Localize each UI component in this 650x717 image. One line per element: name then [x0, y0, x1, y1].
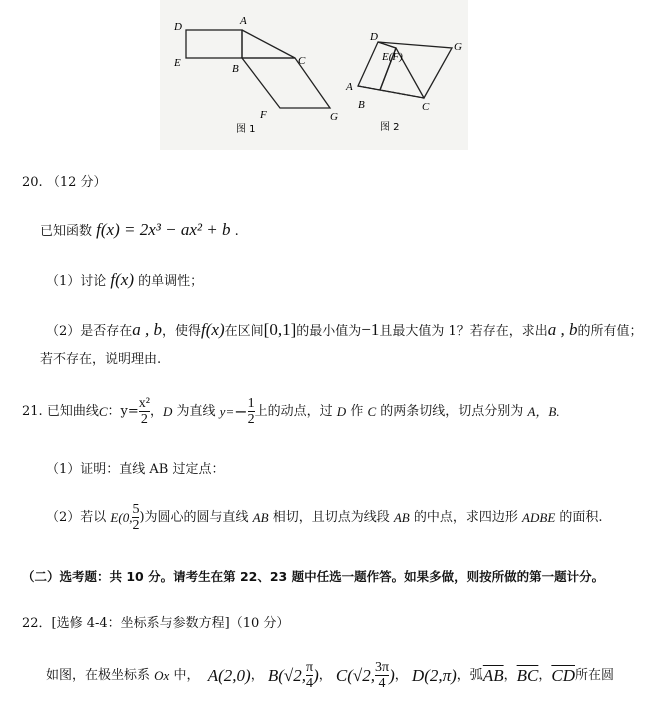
q20-function: f(x) = 2x³ − ax² + b [96, 220, 231, 239]
q21-part2-a: （2）若以 [46, 509, 107, 525]
q20-part1-pre: （1）讨论 [46, 274, 107, 289]
q20-number: 20. [22, 175, 43, 190]
q20-part2-fx: f(x) [201, 320, 225, 339]
figure-svg [160, 0, 468, 150]
q20-part2-ab: a , b [132, 320, 163, 339]
fig2-label-D: D [370, 31, 378, 43]
q21-AB: A，B. [527, 403, 560, 419]
q21-AB3: AB [393, 509, 410, 525]
q21-frac2-num: 1 [247, 396, 255, 411]
q21-part1: （1）证明：直线 AB 过定点： [46, 462, 225, 477]
q22-B-num: π [306, 660, 314, 675]
q21-stem [22, 396, 560, 427]
q22-Ox: Ox [154, 667, 170, 683]
q20-part2-c: 在区间 [224, 324, 264, 339]
fig2-label-B: B [358, 99, 365, 111]
q21-frac3 [132, 502, 139, 533]
fig1-label-G: G [330, 111, 338, 123]
q20-part2-e: 且最大值为 1？若存在，求出 [379, 324, 548, 339]
q22-point-B-post: ) [313, 665, 319, 685]
q22-sep-5: ， [538, 667, 552, 683]
q21-f: 作 [350, 403, 364, 419]
q21-C2: C [367, 403, 377, 419]
q21-b: ：y= [107, 403, 139, 419]
fig1-label-D: D [174, 21, 182, 33]
q20-part1 [46, 272, 203, 290]
q21-neg: − [234, 401, 248, 421]
q21-D: D [162, 403, 173, 419]
q21-frac1 [139, 396, 150, 427]
q21-part2-b: )为圆心的圆与直线 [139, 509, 249, 525]
q21-part2-e: 的面积. [559, 509, 603, 525]
q21-E0: E(0, [110, 509, 133, 525]
q22-B-den: 4 [306, 676, 314, 691]
fig1-rectangle [186, 30, 242, 58]
fig2-label-A: A [346, 81, 353, 93]
q21-d: 为直线 [176, 403, 216, 419]
q20-part2-b: ，使得 [162, 324, 202, 339]
q21-frac1-num: x² [138, 396, 150, 411]
q21-y2: y= [219, 403, 235, 419]
q22-point-A: A(2,0) [207, 665, 251, 685]
q20-part2-d: 的最小值为 [296, 324, 362, 339]
fig1-label-F: F [260, 109, 267, 121]
q20-part2-line2: 若不存在，说明理由. [40, 352, 162, 367]
q21-e: 上的动点，过 [254, 403, 333, 419]
q20-part2 [46, 322, 643, 340]
fig1-label-E: E [174, 57, 181, 69]
q22-C-num: 3π [375, 660, 390, 675]
q22-stem [46, 660, 614, 691]
q21-c: ， [149, 403, 163, 419]
q20-part2-ab2: a , b [547, 320, 578, 339]
q21-ADBE: ADBE [522, 509, 556, 525]
q20-intro-line [40, 222, 239, 240]
q20-part2-min: −1 [361, 320, 380, 339]
q21-part2-c: 相切，且切点为线段 [272, 509, 390, 525]
fig1-parallelogram [242, 58, 330, 108]
geometry-figure [160, 0, 468, 150]
q22-point-D: D(2,π) [411, 665, 457, 685]
q22-sep-2: ， [318, 667, 332, 683]
q20-part2-interval: [0,1] [263, 320, 297, 339]
q22-sep-3: ， [394, 667, 408, 683]
q22-sep-1: ， [250, 667, 264, 683]
q22-sep-4: ， [503, 667, 517, 683]
q22-point-C-post: ) [389, 665, 395, 685]
fig1-caption: 图 1 [236, 124, 256, 135]
q22-C-den: 4 [378, 676, 386, 691]
q20-intro: 已知函数 [40, 224, 93, 239]
q22-point-B-pre: B(√2, [267, 665, 307, 685]
q21-part2-d: 的中点，求四边形 [413, 509, 518, 525]
fig2-label-G: G [454, 41, 462, 53]
q22-arc-AB: $\overline{AB}$ [482, 665, 504, 685]
section2-heading: （二）选考题：共 10 分。请考生在第 22、23 题中任选一题作答。如果多做，则按所做的第一题计分。 [22, 569, 605, 584]
fig1-label-C: C [298, 55, 306, 67]
q21-g: 的两条切线，切点分别为 [380, 403, 524, 419]
q22-arc: ，弧 [456, 667, 483, 683]
q20-score: （12 分） [46, 175, 107, 190]
q22-point-C-pre: C(√2, [335, 665, 376, 685]
q21-part2 [46, 502, 603, 533]
q22-heading: 22．[选修 4-4：坐标系与参数方程]（10 分） [22, 616, 290, 631]
fig1-label-A: A [240, 15, 247, 27]
q21-number: 21. [22, 403, 43, 419]
fig2-label-EF: E(F) [382, 51, 403, 63]
q22-C-frac [375, 660, 389, 691]
q22-arc-CD: $\overline{CD}$ [551, 665, 575, 685]
q21-frac1-den: 2 [140, 412, 148, 427]
fig2-label-C: C [422, 101, 430, 113]
q21-AB2: AB [252, 509, 269, 525]
q22-a: 如图，在极坐标系 [46, 667, 151, 683]
q21-frac3-den: 2 [132, 518, 140, 533]
q21-frac2-den: 2 [247, 412, 255, 427]
fig1-label-B: B [232, 63, 239, 75]
q21-D2: D [336, 403, 347, 419]
q21-C: C [98, 403, 108, 419]
q20-header [22, 175, 107, 191]
q20-part1-post: 的单调性； [138, 274, 204, 289]
q21-frac2 [248, 396, 255, 427]
q22-b: 中， [173, 667, 200, 683]
q20-part1-fx: f(x) [110, 270, 135, 289]
q20-part2-a: （2）是否存在 [46, 324, 133, 339]
fig2-caption: 图 2 [380, 122, 400, 133]
q22-arc-BC: $\overline{BC}$ [516, 665, 539, 685]
q20-intro-end: . [234, 224, 239, 239]
fig2-rectangle [358, 42, 396, 90]
q20-part2-f: 的所有值； [577, 324, 643, 339]
q22-end: 所在圆 [574, 667, 614, 683]
q21-frac3-num: 5 [132, 502, 140, 517]
q21-a: 已知曲线 [46, 403, 99, 419]
fig1-triangle [242, 30, 295, 58]
